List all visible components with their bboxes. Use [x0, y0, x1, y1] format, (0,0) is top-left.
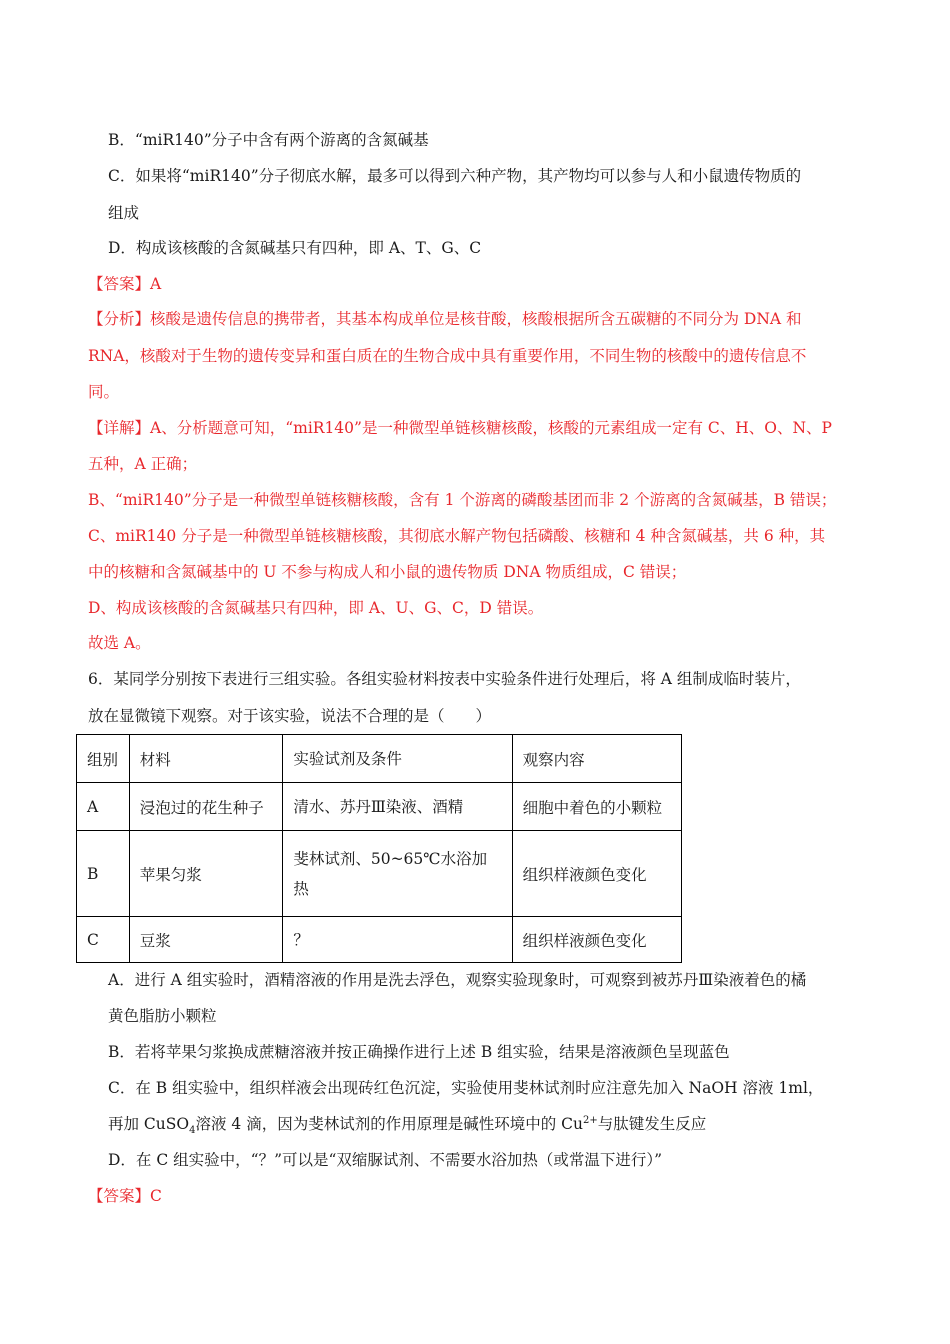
q6-option-c-text-c: 与肽键发生反应: [597, 1115, 707, 1133]
table-cell: B: [77, 831, 130, 917]
q6-option-c-text-b: 溶液 4 滴，因为斐林试剂的作用原理是碱性环境中的 Cu: [195, 1115, 583, 1133]
q5-detail-line3: B、“miR140”分子是一种微型单链核糖核酸，含有 1 个游离的磷酸基团而非 2 个游离的含氮碱基，B 错误；: [88, 491, 837, 509]
table-cell: A: [77, 783, 130, 831]
table-cell: 苹果匀浆: [129, 831, 283, 917]
q5-option-c-line2: 组成: [108, 204, 140, 222]
q5-detail-line4: C、miR140 分子是一种微型单链核糖核酸，其彻底水解产物包括磷酸、核糖和 4 种含氮碱基，共 6 种，其: [88, 527, 826, 545]
q6-option-c-line1: C．在 B 组实验中，组织样液会出现砖红色沉淀，实验使用斐林试剂时应注意先加入 NaOH 溶液 1ml，: [108, 1079, 824, 1097]
superscript-2plus: 2+: [582, 1114, 598, 1126]
q6-option-d: D．在 C 组实验中，“？”可以是“双缩脲试剂、不需要水浴加热（或常温下进行）”: [108, 1151, 663, 1169]
table-cell: 斐林试剂、50~65℃水浴加热: [283, 831, 512, 917]
table-cell: 清水、苏丹Ⅲ染液、酒精: [283, 783, 512, 831]
q5-answer: 【答案】A: [88, 275, 162, 293]
q5-detail-line6: D、构成该核酸的含氮碱基只有四种，即 A、U、G、C，D 错误。: [88, 599, 544, 617]
table-cell: ？: [283, 917, 512, 963]
q6-option-a-line2: 黄色脂肪小颗粒: [108, 1007, 217, 1025]
table-row: [77, 917, 682, 963]
table-header-cell: 材料: [129, 735, 283, 783]
q5-detail-line2: 五种，A 正确；: [88, 455, 198, 473]
table-header-cell: 组别: [77, 735, 130, 783]
experiment-table: [76, 734, 682, 963]
table-cell: C: [77, 917, 130, 963]
table-cell: 豆浆: [129, 917, 283, 963]
q6-stem-line1: 6．某同学分别按下表进行三组实验。各组实验材料按表中实验条件进行处理后，将 A 组制成临时装片，: [88, 670, 801, 688]
table-header-cell: 观察内容: [512, 735, 681, 783]
q5-detail-line5: 中的核糖和含氮碱基中的 U 不参与构成人和小鼠的遗传物质 DNA 物质组成，C 错误；: [88, 563, 687, 581]
q5-detail-line1: 【详解】A、分析题意可知，“miR140”是一种微型单链核糖核酸，核酸的元素组成一定有 C、H、O、N、P: [88, 419, 832, 437]
table-cell: 组织样液颜色变化: [512, 917, 681, 963]
table-cell: 细胞中着色的小颗粒: [512, 783, 681, 831]
subscript-4: 4: [189, 1125, 196, 1137]
q5-option-b: B．“miR140”分子中含有两个游离的含氮碱基: [108, 131, 429, 149]
table-cell: 组织样液颜色变化: [512, 831, 681, 917]
q6-option-c-line2: [108, 1112, 706, 1136]
q5-conclusion: 故选 A。: [88, 634, 151, 652]
q5-analysis-line3: 同。: [88, 383, 120, 401]
table-row: [77, 831, 682, 917]
q5-analysis-line2: RNA，核酸对于生物的遗传变异和蛋白质在的生物合成中具有重要作用，不同生物的核酸中的遗传信息不: [88, 347, 807, 365]
q6-option-a-line1: A．进行 A 组实验时，酒精溶液的作用是洗去浮色，观察实验现象时，可观察到被苏丹Ⅲ染液着色的橘: [108, 971, 807, 989]
table-cell: 浸泡过的花生种子: [129, 783, 283, 831]
q6-stem-line2: 放在显微镜下观察。对于该实验，说法不合理的是（ ）: [88, 707, 492, 725]
q5-analysis-line1: 【分析】核酸是遗传信息的携带者，其基本构成单位是核苷酸，核酸根据所含五碳糖的不同分为 DNA 和: [88, 310, 802, 328]
table-header-row: [77, 735, 682, 783]
table-row: [77, 783, 682, 831]
q5-option-c-line1: C．如果将“miR140”分子彻底水解，最多可以得到六种产物，其产物均可以参与人和小鼠遗传物质的: [108, 167, 802, 185]
q6-option-c-text-a: 再加 CuSO: [108, 1115, 190, 1133]
q6-answer: 【答案】C: [88, 1187, 162, 1205]
q5-option-d: D．构成该核酸的含氮碱基只有四种，即 A、T、G、C: [108, 239, 482, 257]
q6-option-b: B．若将苹果匀浆换成蔗糖溶液并按正确操作进行上述 B 组实验，结果是溶液颜色呈现蓝色: [108, 1043, 730, 1061]
table-header-cell: 实验试剂及条件: [283, 735, 512, 783]
